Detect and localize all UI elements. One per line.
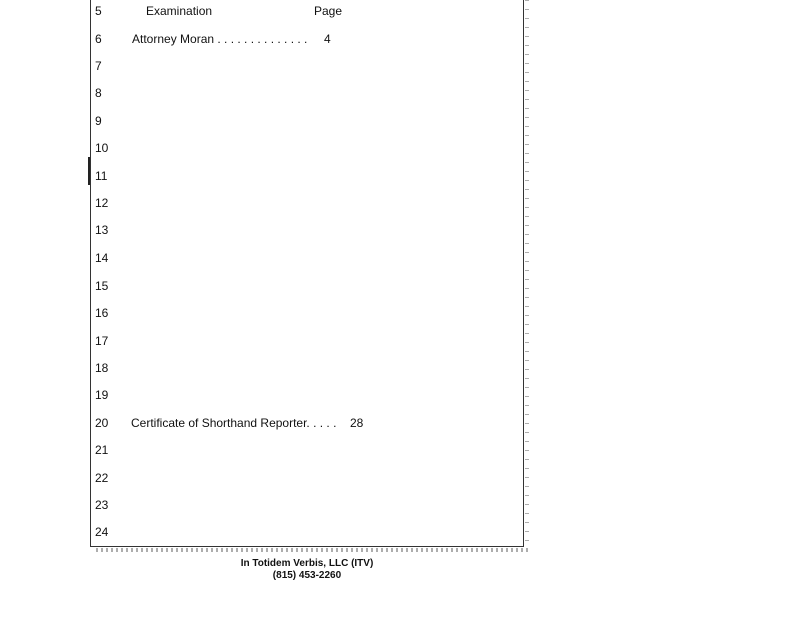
footer-company: In Totidem Verbis, LLC (ITV) <box>240 558 374 569</box>
line-number: 19 <box>95 388 109 402</box>
line-number: 13 <box>95 223 109 237</box>
scan-edge-right <box>525 0 529 548</box>
transcript-line <box>90 113 524 129</box>
transcript-line <box>90 470 524 486</box>
index-entry-page: 4 <box>324 32 331 46</box>
line-number: 10 <box>95 141 109 155</box>
line-number: 16 <box>95 306 109 320</box>
line-number: 14 <box>95 251 109 265</box>
line-number: 18 <box>95 361 109 375</box>
footer-phone: (815) 453-2260 <box>272 570 342 581</box>
transcript-line <box>90 195 524 211</box>
line-number: 21 <box>95 443 109 457</box>
transcript-line <box>90 360 524 376</box>
line-number: 22 <box>95 471 109 485</box>
scan-edge-bottom <box>96 548 528 552</box>
line-number: 15 <box>95 279 109 293</box>
transcript-line <box>90 31 524 47</box>
examination-heading: Examination <box>146 4 213 18</box>
line-number: 5 <box>95 4 102 18</box>
transcript-line <box>90 168 524 184</box>
transcript-line <box>90 250 524 266</box>
transcript-line <box>90 58 524 74</box>
transcript-line <box>90 415 524 431</box>
line-number: 7 <box>95 59 102 73</box>
transcript-line <box>90 387 524 403</box>
index-entry-text: Attorney Moran . . . . . . . . . . . . . . <box>132 32 308 46</box>
index-header-row <box>90 3 524 19</box>
transcript-line <box>90 140 524 156</box>
line-number: 24 <box>95 525 109 539</box>
transcript-page-frame <box>90 0 524 547</box>
page-heading: Page <box>314 4 343 18</box>
transcript-line <box>90 497 524 513</box>
line-number: 23 <box>95 498 109 512</box>
line-number: 6 <box>95 32 102 46</box>
line-number: 12 <box>95 196 109 210</box>
transcript-line <box>90 278 524 294</box>
transcript-line <box>90 85 524 101</box>
transcript-line <box>90 524 524 540</box>
line-number: 9 <box>95 114 102 128</box>
line-number: 17 <box>95 334 109 348</box>
transcript-line <box>90 442 524 458</box>
line-number: 20 <box>95 416 109 430</box>
line-number: 11 <box>95 169 108 183</box>
line-number: 8 <box>95 86 102 100</box>
transcript-line <box>90 333 524 349</box>
transcript-line <box>90 222 524 238</box>
index-entry-page: 28 <box>350 416 364 430</box>
transcript-line <box>90 305 524 321</box>
index-entry-text: Certificate of Shorthand Reporter. . . . . <box>131 416 337 430</box>
